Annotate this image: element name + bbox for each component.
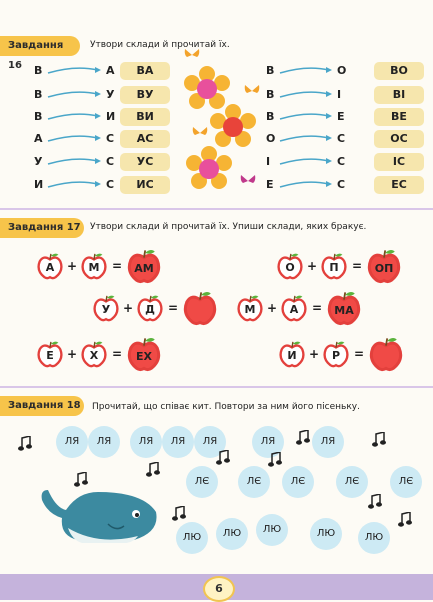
section-divider	[0, 208, 433, 210]
apple-letter: А	[45, 261, 55, 274]
apple-letter: М	[244, 303, 256, 316]
letter-start: У	[34, 155, 43, 168]
arrow-icon	[278, 179, 335, 191]
song-bubble: ЛЮ	[216, 518, 248, 550]
arrow-icon	[278, 133, 335, 145]
equals-sign: =	[352, 259, 363, 273]
song-bubble: ЛЄ	[336, 466, 368, 498]
butterfly-icon	[244, 84, 260, 98]
music-note-icon	[372, 432, 386, 452]
apple-icon	[182, 290, 218, 326]
task-16-tag: Завдання 16	[0, 36, 80, 56]
apple-letter: Х	[89, 349, 99, 362]
syllable-box: АС	[120, 130, 170, 148]
apple-result: АМ	[134, 262, 154, 275]
syllable-box: ВЕ	[374, 108, 424, 126]
music-note-icon	[398, 512, 412, 532]
song-bubble: ЛЯ	[194, 426, 226, 458]
arrow-icon	[46, 156, 104, 168]
apple-result: ОП	[374, 262, 394, 275]
letter-start: Е	[266, 178, 274, 191]
music-note-icon	[18, 436, 32, 456]
letter-end: С	[106, 155, 115, 168]
letter-end: С	[337, 132, 346, 145]
equals-sign: =	[168, 301, 179, 315]
song-bubble: ЛЯ	[130, 426, 162, 458]
music-note-icon	[216, 450, 230, 470]
task-18-tag: Завдання 18	[0, 396, 84, 416]
plus-sign: +	[67, 347, 78, 361]
music-note-icon	[368, 494, 382, 514]
song-bubble: ЛЄ	[238, 466, 270, 498]
arrow-icon	[46, 89, 104, 101]
task-17-instruction: Утвори склади й прочитай їх. Упиши склади, яких бракує.	[90, 222, 367, 232]
letter-end: С	[337, 178, 346, 191]
task-18-instruction: Прочитай, що співає кит. Повтори за ним його пісеньку.	[92, 402, 360, 412]
arrow-icon	[46, 65, 104, 77]
syllable-box: ИС	[120, 176, 170, 194]
song-bubble: ЛЮ	[176, 522, 208, 554]
butterfly-icon	[184, 48, 200, 62]
letter-end: С	[337, 155, 346, 168]
song-bubble: ЛЯ	[312, 426, 344, 458]
arrow-icon	[278, 156, 335, 168]
plus-sign: +	[309, 347, 320, 361]
plus-sign: +	[67, 259, 78, 273]
butterfly-icon	[240, 174, 256, 188]
song-bubble: ЛЯ	[162, 426, 194, 458]
music-note-icon	[268, 452, 282, 472]
apple-letter: А	[289, 303, 299, 316]
flower-icon	[210, 104, 256, 150]
arrow-icon	[46, 179, 104, 191]
apple-letter: М	[88, 261, 100, 274]
letter-start: І	[266, 155, 271, 168]
song-bubble: ЛЯ	[56, 426, 88, 458]
song-bubble: ЛЄ	[186, 466, 218, 498]
syllable-box: ЕС	[374, 176, 424, 194]
syllable-box: ВУ	[120, 86, 170, 104]
apple-icon	[368, 336, 404, 372]
music-note-icon	[296, 430, 310, 450]
letter-start: И	[34, 178, 44, 191]
plus-sign: +	[307, 259, 318, 273]
letter-start: В	[266, 64, 275, 77]
apple-letter: У	[101, 303, 111, 316]
section-divider	[0, 386, 433, 388]
syllable-box: ВО	[374, 62, 424, 80]
apple-letter: И	[287, 349, 297, 362]
page-number: 6	[203, 576, 235, 602]
apple-letter: О	[285, 261, 295, 274]
letter-end: С	[106, 132, 115, 145]
letter-end: С	[106, 178, 115, 191]
song-bubble: ЛЯ	[252, 426, 284, 458]
equals-sign: =	[312, 301, 323, 315]
letter-start: В	[266, 88, 275, 101]
equals-sign: =	[112, 347, 123, 361]
letter-start: В	[34, 64, 43, 77]
syllable-box: ВІ	[374, 86, 424, 104]
apple-result: МА	[334, 304, 354, 317]
plus-sign: +	[123, 301, 134, 315]
plus-sign: +	[267, 301, 278, 315]
arrow-icon	[46, 133, 104, 145]
whale-icon	[38, 470, 168, 550]
syllable-box: ВА	[120, 62, 170, 80]
song-bubble: ЛЮ	[310, 518, 342, 550]
arrow-icon	[46, 111, 104, 123]
song-bubble: ЛЮ	[358, 522, 390, 554]
letter-start: В	[34, 110, 43, 123]
apple-letter: П	[329, 261, 339, 274]
task-16-instruction: Утвори склади й прочитай їх.	[90, 40, 230, 50]
syllable-box: УС	[120, 153, 170, 171]
arrow-icon	[278, 65, 335, 77]
letter-end: У	[106, 88, 115, 101]
apple-letter: Д	[145, 303, 155, 316]
letter-start: А	[34, 132, 43, 145]
letter-start: В	[266, 110, 275, 123]
syllable-box: ОС	[374, 130, 424, 148]
letter-start: В	[34, 88, 43, 101]
syllable-box: ІС	[374, 153, 424, 171]
apple-letter: Р	[331, 349, 341, 362]
apple-result: ЕХ	[136, 350, 152, 363]
letter-end: О	[337, 64, 347, 77]
music-note-icon	[172, 506, 186, 526]
arrow-icon	[278, 89, 335, 101]
butterfly-icon	[192, 126, 208, 140]
song-bubble: ЛЄ	[282, 466, 314, 498]
equals-sign: =	[112, 259, 123, 273]
syllable-box: ВИ	[120, 108, 170, 126]
flower-icon	[186, 146, 232, 192]
letter-start: О	[266, 132, 276, 145]
song-bubble: ЛЄ	[390, 466, 422, 498]
equals-sign: =	[354, 347, 365, 361]
song-bubble: ЛЯ	[88, 426, 120, 458]
letter-end: И	[106, 110, 116, 123]
task-17-tag: Завдання 17	[0, 218, 84, 238]
letter-end: І	[337, 88, 342, 101]
apple-letter: Е	[46, 349, 54, 362]
letter-end: А	[106, 64, 115, 77]
letter-end: Е	[337, 110, 345, 123]
song-bubble: ЛЮ	[256, 514, 288, 546]
arrow-icon	[278, 111, 335, 123]
